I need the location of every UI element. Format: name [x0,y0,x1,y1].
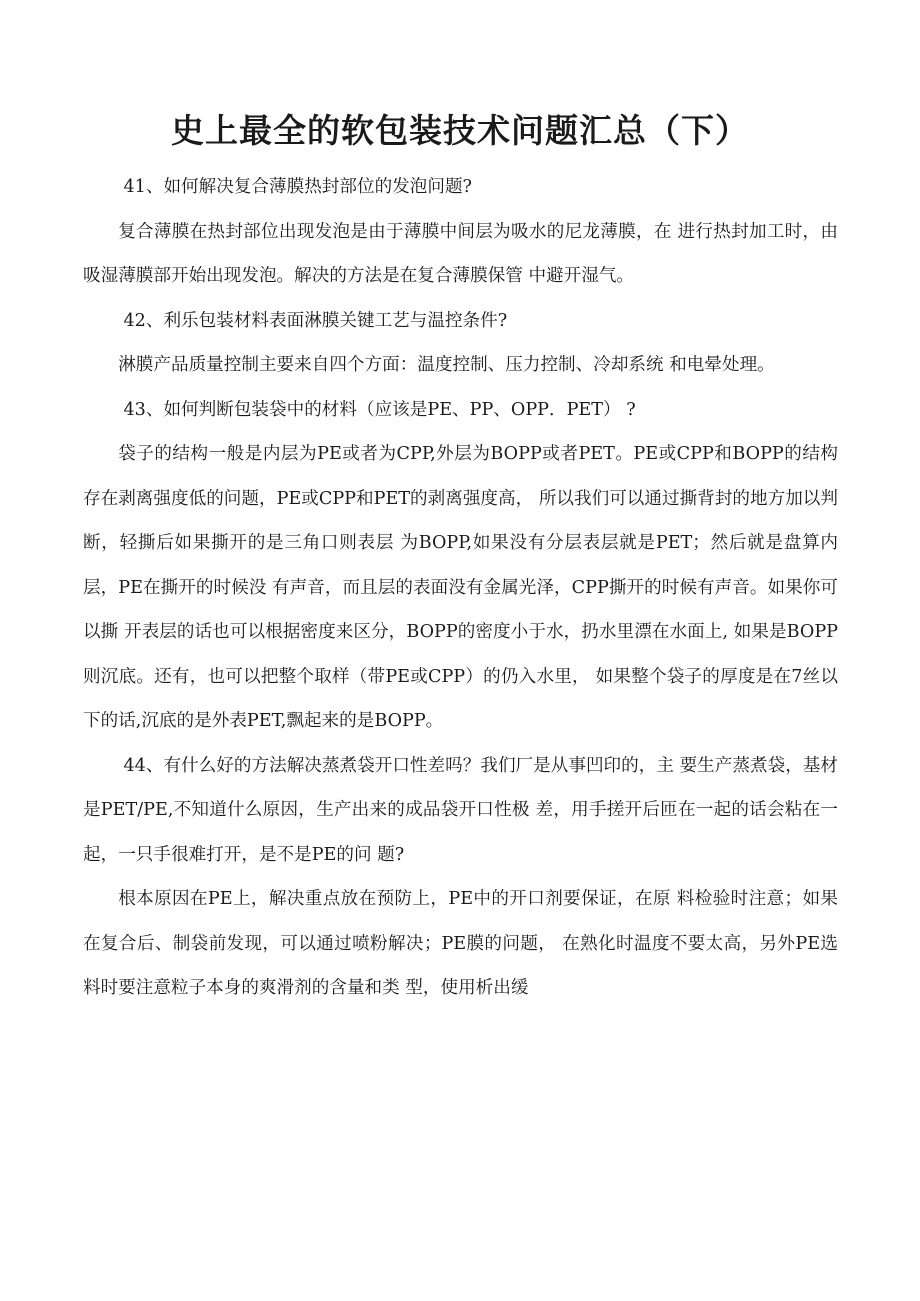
question-43: 43、如何判断包装袋中的材料（应该是PE、PP、OPP．PET） ? [123,399,636,420]
answer-44: 根本原因在PE上，解决重点放在预防上，PE中的开口剂要保证，在原 料检验时注意；如果在复合后、制袋前发现，可以通过喷粉解决；PE膜的问题， 在熟化时温度不要太高，另外PE选料时要注意粒子本身的爽滑剂的含量和类 型，使用析出缓 [83,889,838,998]
answer-41: 复合薄膜在热封部位出现发泡是由于薄膜中间层为吸水的尼龙薄膜，在 进行热封加工时，由吸湿薄膜部开始出现发泡。解决的方法是在复合薄膜保管 中避开湿气。 [83,221,838,286]
answer-43: 袋子的结构一般是内层为PE或者为CPP,外层为BOPP或者PET。PE或CPP和BOPP的结构存在剥离强度低的问题，PE或CPP和PET的剥离强度高， 所以我们可以通过撕背封的地方加以判断，轻撕后如果撕开的是三角口则表层 为BOPP,如果没有分层表层就是PET；然后就是盘算内层，PE在撕开的时候没 有声音，而且层的表面没有金属光泽，CPP撕开的时候有声音。如果你可以撕 开表层的话也可以根据密度来区分，BOPP的密度小于水，扔水里漂在水面上, 如果是BOPP则沉底。还有，也可以把整个取样（带PE或CPP）的仍入水里， 如果整个袋子的厚度是在7丝以下的话,沉底的是外表PET,飘起来的是BOPP。 [83,444,838,731]
answer-42: 淋膜产品质量控制主要来自四个方面：温度控制、压力控制、冷却系统 和电晕处理。 [118,355,775,375]
document-title: 史上最全的软包装技术问题汇总（下） [171,111,749,150]
question-44: 44、有什么好的方法解决蒸煮袋开口性差吗？我们厂是从事凹印的，主 要生产蒸煮袋，基材是PET/PE,不知道什么原因，生产出来的成品袋开口性极 差，用手搓开后匝在一起的话会粘在一起，一只手很难打开，是不是PE的问 题? [83,755,838,865]
question-41: 41、如何解决复合薄膜热封部位的发泡问题? [123,177,472,197]
document-body [83,165,838,1011]
question-42: 42、利乐包装材料表面淋膜关键工艺与温控条件? [123,310,508,331]
